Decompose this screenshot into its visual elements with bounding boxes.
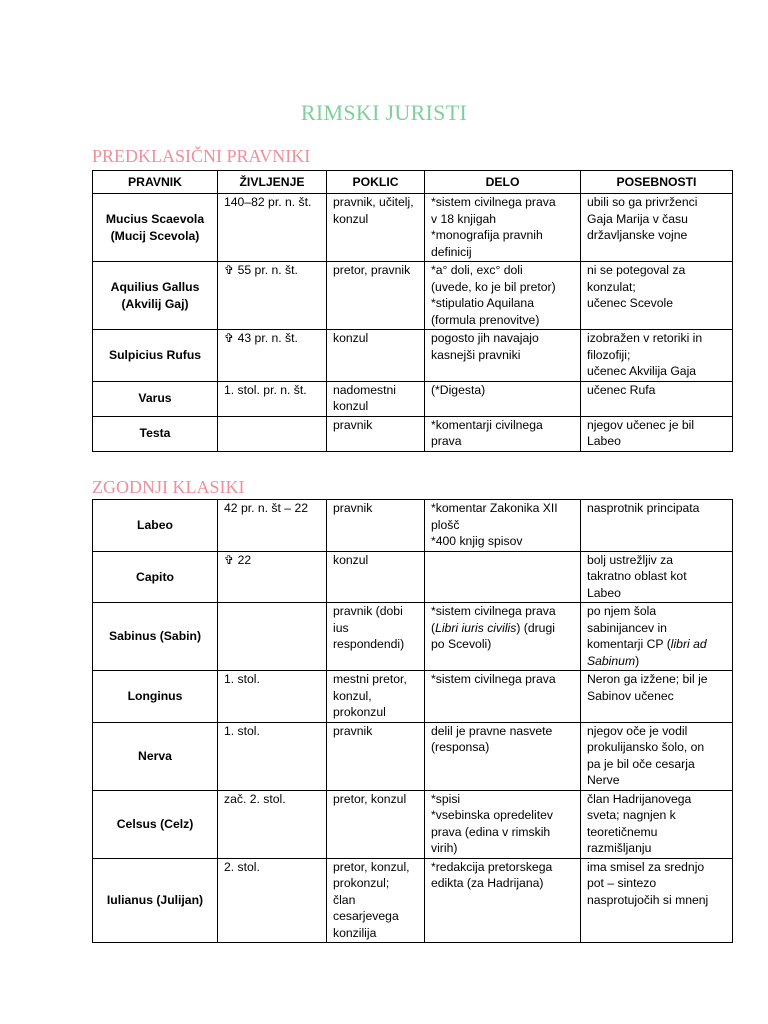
- cell-line: konzul: [333, 211, 369, 226]
- cell-life: [218, 671, 327, 723]
- cell-line: edikta (za Hadrijana): [431, 876, 544, 890]
- cell-job: [327, 416, 425, 451]
- cell-line: njegov učenec je bil: [587, 417, 695, 432]
- cell-line: učenec Rufa: [587, 382, 656, 397]
- table-row: [93, 500, 733, 552]
- cell-line: *sistem civilnega prava: [431, 672, 556, 686]
- cell-line: (Libri iuris civilis) (drugi: [431, 620, 555, 635]
- table-row: [93, 381, 733, 416]
- cell-line: takratno oblast kot: [587, 569, 687, 583]
- cell-work: [425, 416, 581, 451]
- cell-life: [218, 330, 327, 382]
- cell-life: [218, 500, 327, 552]
- table-row: [93, 603, 733, 671]
- cell-name: [93, 381, 218, 416]
- cell-work: [425, 194, 581, 262]
- cell-job: [327, 603, 425, 671]
- cell-line: 42 pr. n. št – 22: [224, 501, 309, 515]
- cell-line: izobražen v retoriki in: [587, 331, 703, 345]
- cell-notes: [581, 381, 733, 416]
- cell-line: ima smisel za srednjo: [587, 859, 705, 874]
- cell-line: Gaja Marija v času: [587, 211, 688, 226]
- cell-notes: [581, 416, 733, 451]
- cell-line: po njem šola: [587, 604, 657, 618]
- cell-name: [93, 500, 218, 552]
- cell-line: konzilija: [333, 925, 377, 940]
- cell-line: konzul: [333, 331, 369, 345]
- cell-line: ius: [333, 620, 349, 635]
- cell-work: [425, 790, 581, 858]
- cell-line: 1. stol. pr. n. št.: [224, 382, 307, 397]
- cell-work: [425, 500, 581, 552]
- cell-life: [218, 262, 327, 330]
- cell-line: 2. stol.: [224, 859, 260, 874]
- table-row: [93, 671, 733, 723]
- cell-line: Sabinus (Sabin): [108, 629, 202, 644]
- table-body-predklasicni: [93, 194, 733, 452]
- cell-line: Mucius Scaevola: [105, 212, 205, 226]
- cell-line: Celsus (Celz): [116, 816, 194, 831]
- cell-line: *vsebinska opredelitev: [431, 808, 553, 822]
- cell-notes: [581, 262, 733, 330]
- cell-line: *sistem civilnega prava: [431, 604, 556, 618]
- cell-line: plošč: [431, 517, 460, 532]
- cell-line: Varus: [138, 391, 172, 406]
- cell-notes: [581, 330, 733, 382]
- cell-job: [327, 671, 425, 723]
- cell-line: (Mucij Scevola): [110, 228, 200, 243]
- cell-line: cesarjevega: [333, 909, 399, 923]
- cell-line: razmišljanju: [587, 841, 652, 855]
- cell-name: [93, 551, 218, 603]
- cell-line: ni se potegoval za: [587, 263, 686, 277]
- header-delo: DELO: [425, 171, 581, 194]
- table-row: [93, 330, 733, 382]
- cell-job: [327, 551, 425, 603]
- cell-line: pretor, pravnik: [333, 263, 411, 277]
- document-title: RIMSKI JURISTI: [300, 100, 468, 125]
- header-poklic: POKLIC: [327, 171, 425, 194]
- cell-line: (*Digesta): [431, 382, 486, 397]
- cell-line: (Akvilij Gaj): [121, 296, 189, 311]
- cell-work: [425, 858, 581, 943]
- cell-name: [93, 790, 218, 858]
- cell-line: ✞ 22: [224, 552, 252, 567]
- cell-notes: [581, 551, 733, 603]
- cell-line: zač. 2. stol.: [224, 791, 286, 806]
- section-heading-zgodnji-klasiki: ZGODNJI KLASIKI: [92, 477, 245, 497]
- cell-line: pravnik: [333, 723, 373, 738]
- cell-line: 1. stol.: [224, 672, 260, 686]
- cell-line: respondendi): [333, 637, 405, 651]
- cell-line: sveta; nagnjen k: [587, 808, 676, 822]
- cell-line: Labeo: [587, 434, 621, 448]
- cell-line: *400 knjig spisov: [431, 534, 523, 548]
- cell-line: bolj ustrežljiv za: [587, 552, 674, 567]
- cell-line: *redakcija pretorskega: [431, 859, 553, 874]
- cell-line: Sulpicius Rufus: [108, 348, 202, 362]
- cell-line: pogosto jih navajajo: [431, 331, 539, 345]
- cell-job: [327, 722, 425, 790]
- cell-line: teoretičnemu: [587, 824, 658, 839]
- cell-line: državljanske vojne: [587, 228, 688, 242]
- cell-name: [93, 416, 218, 451]
- cell-notes: [581, 722, 733, 790]
- cell-line: *stipulatio Aquilana: [431, 296, 534, 310]
- cell-line: konzul: [333, 399, 369, 413]
- cell-name: [93, 603, 218, 671]
- table-row: [93, 790, 733, 858]
- cell-line: ✞ 55 pr. n. št.: [224, 263, 298, 277]
- cell-line: prava (edina v rimskih: [431, 824, 551, 839]
- cell-line: konzulat;: [587, 279, 636, 294]
- table-zgodnji-klasiki: [92, 499, 733, 943]
- cell-line: kasnejši pravniki: [431, 347, 521, 362]
- table-header-row: [93, 171, 733, 194]
- cell-line: po Scevoli): [431, 637, 492, 651]
- cell-line: učenec Scevole: [587, 296, 674, 310]
- cell-life: [218, 722, 327, 790]
- cell-line: prokulijansko šolo, on: [587, 740, 705, 754]
- cell-line: virih): [431, 841, 458, 855]
- cell-line: konzul,: [333, 688, 372, 703]
- cell-name: [93, 330, 218, 382]
- cell-work: [425, 722, 581, 790]
- cell-line: pa je bil oče cesarja: [587, 756, 695, 771]
- cell-notes: [581, 603, 733, 671]
- cell-line: (responsa): [431, 740, 490, 754]
- cell-line: pretor, konzul,: [333, 859, 410, 874]
- cell-notes: [581, 500, 733, 552]
- table-row: [93, 858, 733, 943]
- cell-line: *monografija pravnih: [431, 228, 543, 242]
- cell-life: [218, 603, 327, 671]
- cell-line: Sabinov učenec: [587, 688, 674, 703]
- cell-line: sabinijancev in: [587, 620, 667, 635]
- cell-work: [425, 381, 581, 416]
- cell-line: član Hadrijanovega: [587, 791, 692, 806]
- cell-notes: [581, 790, 733, 858]
- cell-life: [218, 551, 327, 603]
- cell-line: pravnik: [333, 417, 373, 432]
- cell-line: delil je pravne nasvete: [431, 723, 553, 738]
- cell-line: filozofiji;: [587, 347, 631, 362]
- cell-name: [93, 194, 218, 262]
- cell-line: *a° doli, exc° doli: [431, 263, 523, 277]
- cell-line: nasprotnik principata: [587, 501, 700, 515]
- cell-line: *komentar Zakonika XII: [431, 501, 558, 515]
- table-row: [93, 194, 733, 262]
- header-posebnosti: POSEBNOSTI: [581, 171, 733, 194]
- cell-name: [93, 671, 218, 723]
- cell-line: mestni pretor,: [333, 672, 407, 686]
- cell-line: *sistem civilnega prava: [431, 195, 556, 209]
- section-heading-predklasicni: PREDKLASIČNI PRAVNIKI: [92, 146, 311, 166]
- cell-life: [218, 416, 327, 451]
- cell-line: nasprotujočih si mnenj: [587, 892, 709, 907]
- cell-line: Labeo: [137, 518, 173, 532]
- cell-line: član: [333, 892, 356, 907]
- cell-line: 140–82 pr. n. št.: [224, 195, 312, 209]
- cell-line: Sabinum): [587, 653, 640, 668]
- cell-name: [93, 858, 218, 943]
- table-row: [93, 416, 733, 451]
- cell-line: *spisi: [431, 791, 461, 806]
- cell-line: ubili so ga privrženci: [587, 195, 698, 209]
- cell-line: njegov oče je vodil: [587, 723, 688, 738]
- cell-work: [425, 551, 581, 603]
- cell-line: pot – sintezo: [587, 876, 657, 890]
- cell-line: (uvede, ko je bil pretor): [431, 279, 556, 294]
- cell-notes: [581, 671, 733, 723]
- cell-line: Neron ga izžene; bil je: [587, 672, 708, 686]
- cell-line: pravnik, učitelj,: [333, 195, 414, 209]
- cell-life: [218, 194, 327, 262]
- cell-line: učenec Akvilija Gaja: [587, 364, 697, 378]
- cell-line: definicij: [431, 244, 472, 259]
- table-row: [93, 551, 733, 603]
- cell-line: Labeo: [587, 585, 621, 600]
- cell-line: pravnik (dobi: [333, 604, 403, 618]
- cell-line: pretor, konzul: [333, 791, 407, 806]
- cell-life: [218, 858, 327, 943]
- cell-line: 1. stol.: [224, 723, 260, 738]
- cell-life: [218, 790, 327, 858]
- cell-work: [425, 330, 581, 382]
- cell-job: [327, 330, 425, 382]
- cell-line: *komentarji civilnega: [431, 417, 543, 432]
- table-body-zgodnji-klasiki: [93, 500, 733, 943]
- header-zivljenje: ŽIVLJENJE: [218, 171, 327, 194]
- cell-line: Aquilius Gallus: [110, 280, 200, 294]
- cell-job: [327, 262, 425, 330]
- cell-line: Longinus: [127, 689, 183, 703]
- cell-line: konzul: [333, 552, 369, 567]
- cell-line: pravnik: [333, 501, 373, 515]
- cell-job: [327, 790, 425, 858]
- cell-line: prokonzul: [333, 705, 386, 719]
- cell-line: Nerva: [138, 748, 172, 763]
- cell-name: [93, 262, 218, 330]
- table-row: [93, 262, 733, 330]
- cell-job: [327, 500, 425, 552]
- cell-line: (formula prenovitve): [431, 312, 540, 327]
- cell-job: [327, 381, 425, 416]
- cell-line: v 18 knjigah: [431, 211, 497, 226]
- header-pravnik: PRAVNIK: [93, 171, 218, 194]
- cell-line: prokonzul;: [333, 876, 390, 890]
- cell-notes: [581, 858, 733, 943]
- cell-work: [425, 262, 581, 330]
- cell-line: komentarji CP (libri ad: [587, 637, 707, 651]
- cell-work: [425, 671, 581, 723]
- cell-name: [93, 722, 218, 790]
- cell-work: [425, 603, 581, 671]
- cell-line: Nerve: [587, 773, 620, 787]
- cell-line: nadomestni: [333, 382, 397, 397]
- cell-notes: [581, 194, 733, 262]
- cell-line: Capito: [136, 569, 174, 584]
- cell-line: Iulianus (Julijan): [106, 893, 204, 907]
- cell-job: [327, 858, 425, 943]
- cell-line: ✞ 43 pr. n. št.: [224, 331, 298, 345]
- cell-line: Testa: [139, 426, 171, 441]
- cell-line: prava: [431, 434, 462, 448]
- table-row: [93, 722, 733, 790]
- cell-life: [218, 381, 327, 416]
- cell-job: [327, 194, 425, 262]
- table-predklasicni: [92, 170, 733, 452]
